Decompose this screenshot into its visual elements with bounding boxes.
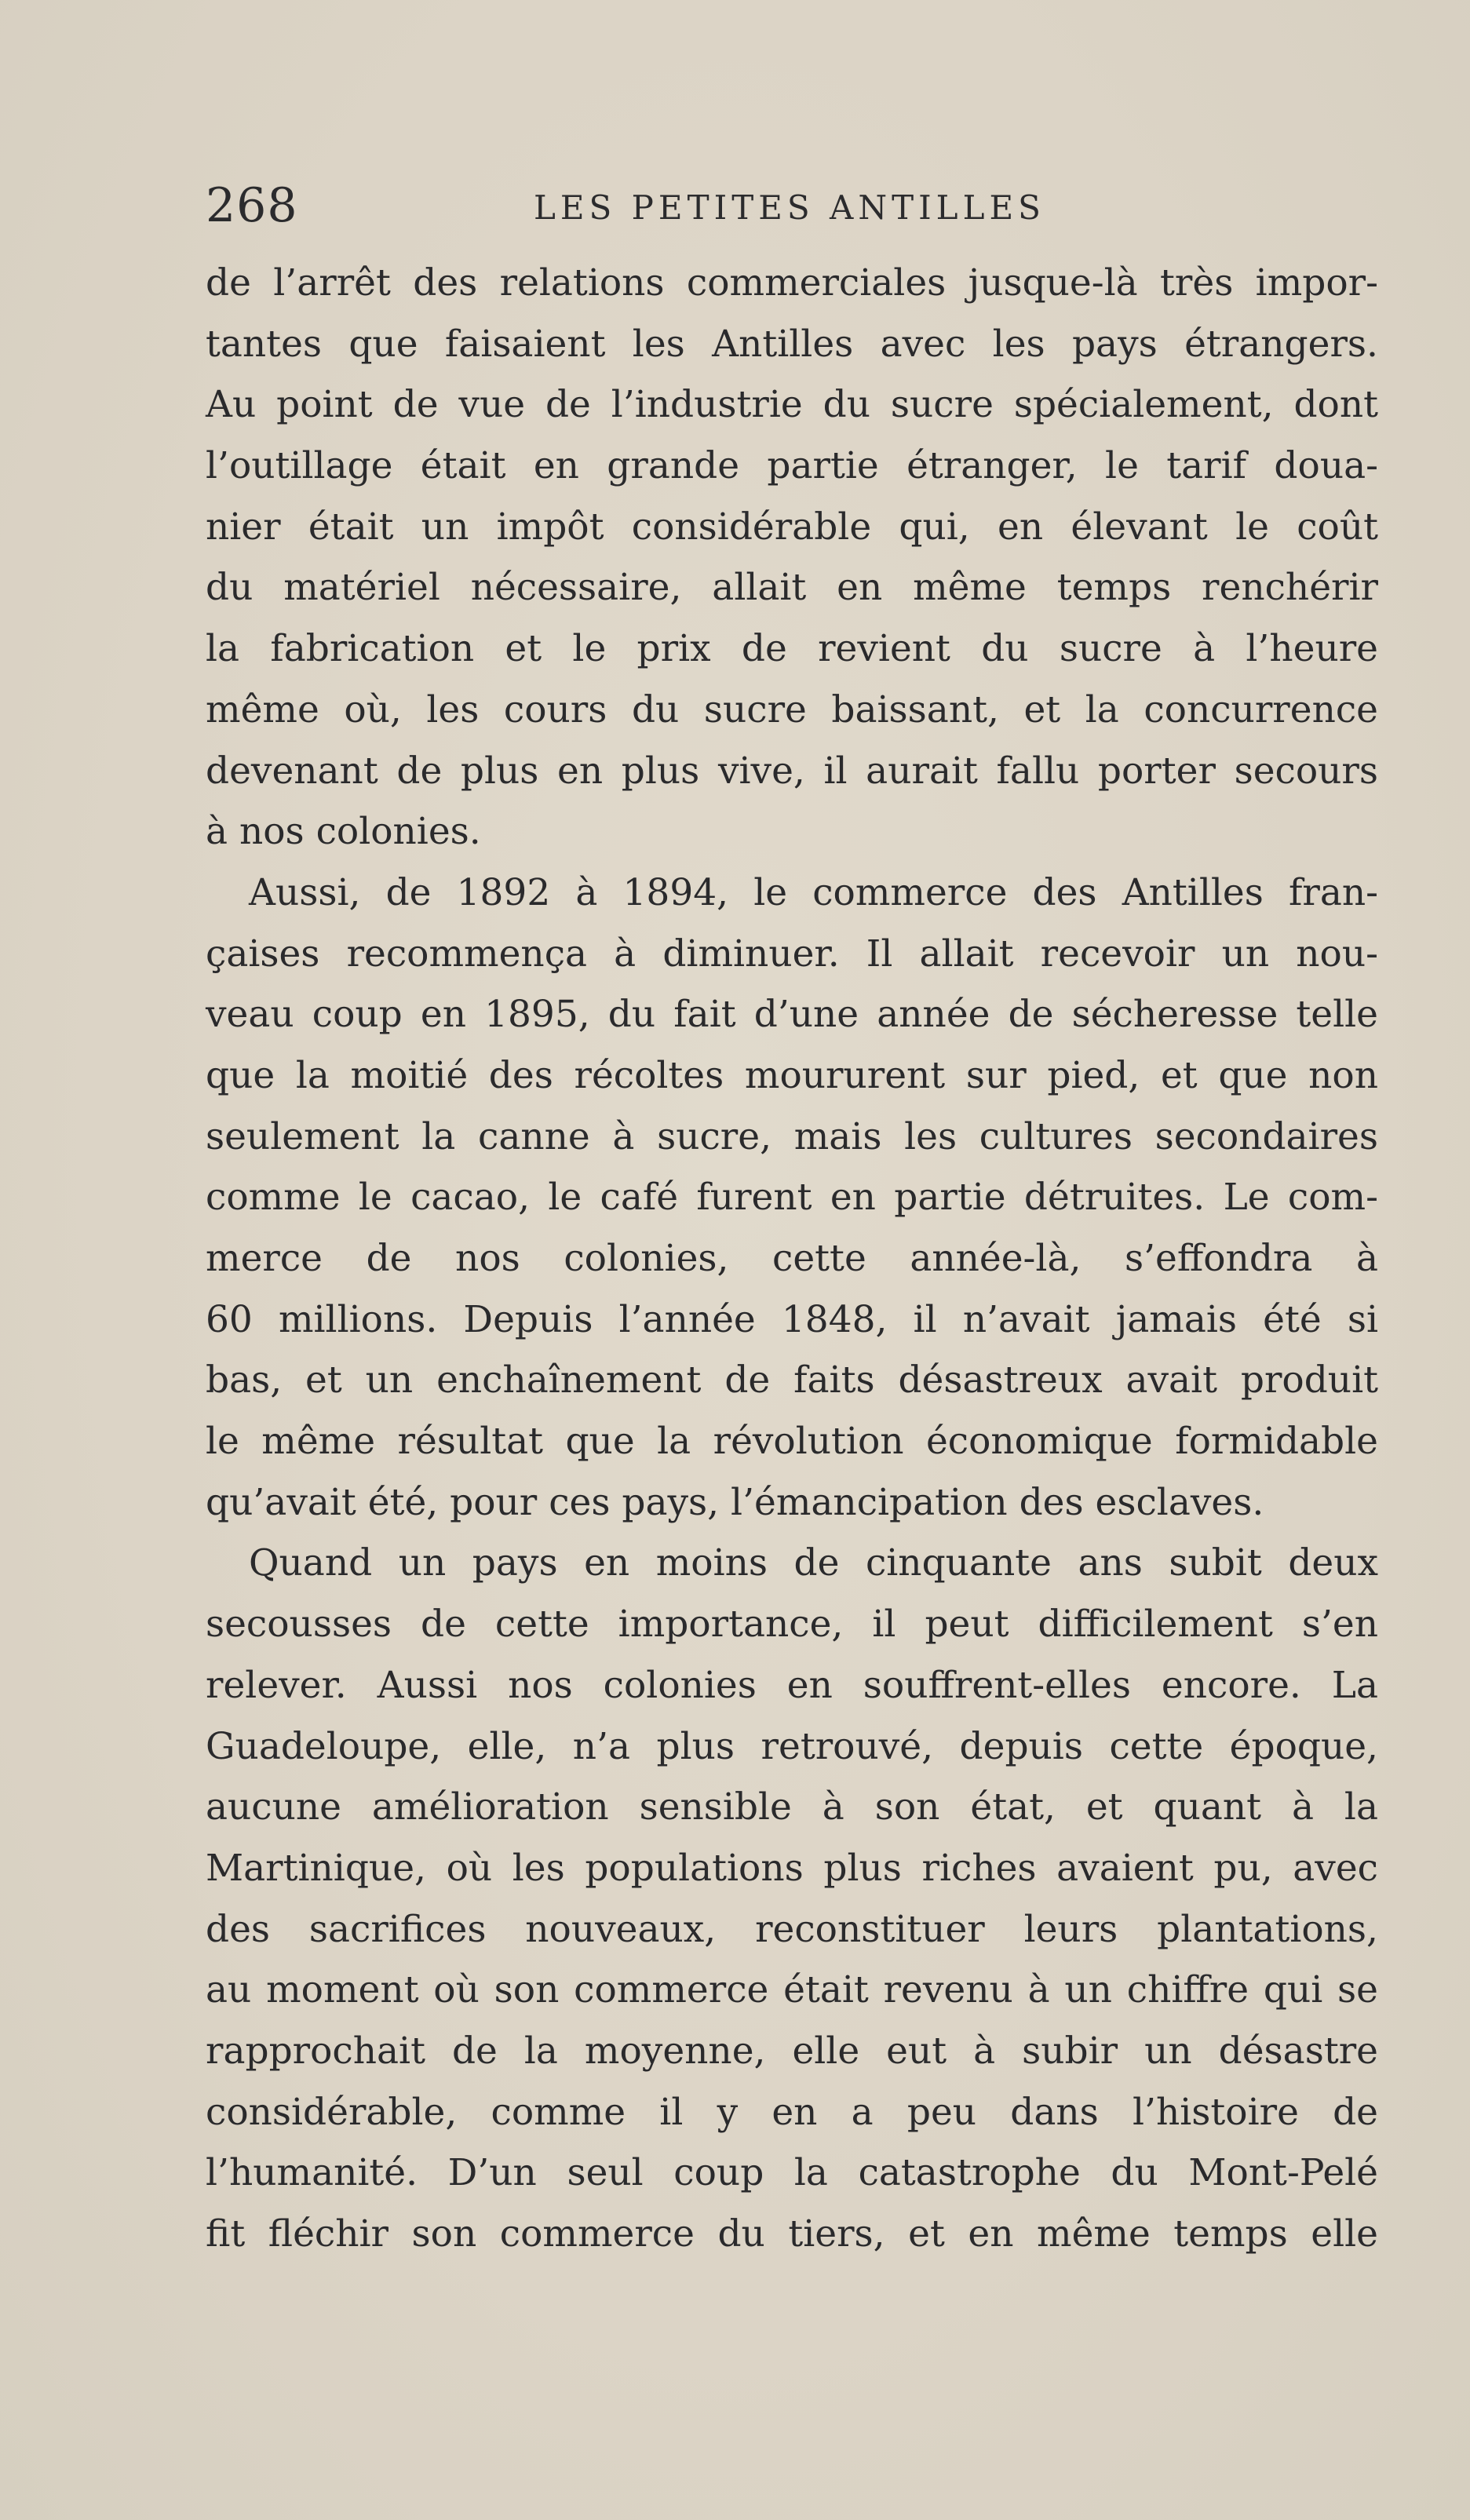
body-text: [206, 253, 1378, 2265]
text-line: des sacrifices nouveaux, reconstituer leurs plantations,: [206, 1907, 1378, 1951]
text-line: Au point de vue de l’industrie du sucre spécialement, dont: [206, 383, 1378, 427]
text-line: au moment où son commerce était revenu à un chiffre qui se: [206, 1968, 1378, 2012]
text-line: l’outillage était en grande partie étranger, le tarif doua-: [206, 444, 1378, 488]
page-number: 268: [206, 178, 298, 233]
running-title: LES PETITES ANTILLES: [534, 188, 1045, 227]
text-line: même où, les cours du sucre baissant, et la concurrence: [206, 687, 1378, 731]
text-line: fit fléchir son commerce du tiers, et en même temps elle: [206, 2212, 1378, 2256]
text-line: Guadeloupe, elle, n’a plus retrouvé, depuis cette époque,: [206, 1724, 1378, 1768]
text-line: nier était un impôt considérable qui, en élevant le coût: [206, 505, 1378, 549]
text-line: du matériel nécessaire, allait en même temps renchérir: [206, 566, 1378, 610]
text-line: comme le cacao, le café furent en partie détruites. Le com-: [206, 1176, 1378, 1220]
text-line: Martinique, où les populations plus riches avaient pu, avec: [206, 1846, 1378, 1890]
paragraph-first-line: Quand un pays en moins de cinquante ans subit deux: [249, 1541, 1378, 1585]
text-line: devenant de plus en plus vive, il aurait fallu porter secours: [206, 749, 1378, 793]
text-line: qu’avait été, pour ces pays, l’émancipation des esclaves.: [206, 1480, 1264, 1524]
text-line: relever. Aussi nos colonies en souffrent-elles encore. La: [206, 1663, 1378, 1707]
text-line: que la moitié des récoltes moururent sur pied, et que non: [206, 1053, 1378, 1097]
text-line: seulement la canne à sucre, mais les cultures secondaires: [206, 1114, 1378, 1158]
text-line: l’humanité. D’un seul coup la catastrophe du Mont-Pelé: [206, 2151, 1378, 2195]
text-line: la fabrication et le prix de revient du sucre à l’heure: [206, 627, 1378, 671]
page-header: [206, 174, 1399, 237]
text-line: 60 millions. Depuis l’année 1848, il n’avait jamais été si: [206, 1297, 1378, 1341]
text-line: rapprochait de la moyenne, elle eut à subir un désastre: [206, 2029, 1378, 2073]
text-line: aucune amélioration sensible à son état, et quant à la: [206, 1785, 1378, 1829]
text-line: le même résultat que la révolution économique formidable: [206, 1420, 1378, 1464]
text-line: à nos colonies.: [206, 810, 481, 854]
text-line: considérable, comme il y en a peu dans l’histoire de: [206, 2090, 1378, 2134]
text-line: çaises recommença à diminuer. Il allait recevoir un nou-: [206, 932, 1378, 976]
text-line: merce de nos colonies, cette année-là, s’effondra à: [206, 1237, 1378, 1280]
paragraph-first-line: Aussi, de 1892 à 1894, le commerce des Antilles fran-: [249, 870, 1378, 914]
text-line: bas, et un enchaînement de faits désastreux avait produit: [206, 1358, 1378, 1402]
text-line: veau coup en 1895, du fait d’une année de sécheresse telle: [206, 993, 1378, 1037]
text-line: secousses de cette importance, il peut difficilement s’en: [206, 1603, 1378, 1647]
text-line: tantes que faisaient les Antilles avec les pays étrangers.: [206, 322, 1378, 366]
text-line: de l’arrêt des relations commerciales jusque-là très impor-: [206, 261, 1378, 305]
